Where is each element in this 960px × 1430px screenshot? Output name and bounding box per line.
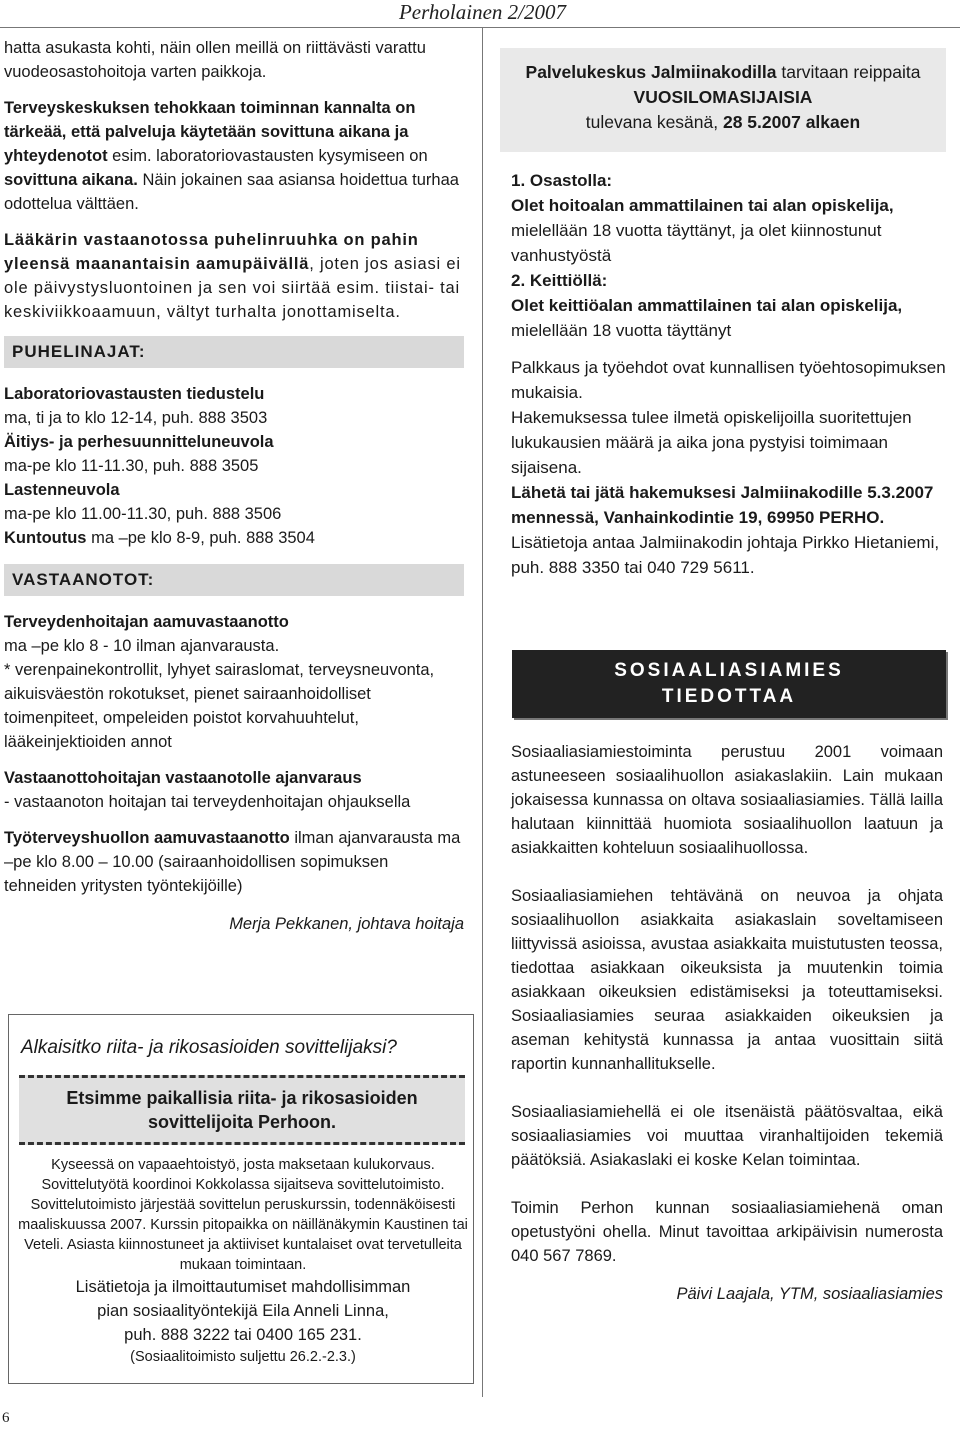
job-ad-text: tarvitaan reippaita <box>776 62 921 82</box>
body-text: mielellään 18 vuotta täyttänyt, ja olet kiinnostunut vanhustyöstä <box>511 221 882 265</box>
mediation-closed-note: (Sosiaalitoimisto suljettu 26.2.-2.3.) <box>130 1349 356 1365</box>
lab-title: Laboratoriovastausten tiedustelu <box>4 385 265 403</box>
mediation-headline-box <box>19 1075 465 1145</box>
rehab-title: Kuntoutus <box>4 529 87 547</box>
mediation-headline-line: Etsimme paikallisia riita- ja rikosasioiden <box>66 1088 418 1108</box>
mediation-contact-line: Lisätietoja ja ilmoittautumiset mahdollisimman <box>75 1278 411 1296</box>
nurse-reception-title: Terveydenhoitajan aamuvastaanotto <box>4 613 289 631</box>
occupational-health-title: Työterveyshuollon aamuvastaanotto <box>4 829 290 847</box>
section-heading-receptions: VASTAANOTOT: <box>4 564 464 596</box>
job-contact-info: Lisätietoja antaa Jalmiinakodin johtaja Pirkko Hietaniemi, puh. 888 3350 tai 040 729 5611. <box>511 533 940 577</box>
nurse-reception-services: * verenpainekontrollit, lyhyet sairaslomat, terveysneuvonta, aikuisväestön rokotukset, pienet sairaanhoidolliset toimenpiteet, ompeleiden poistot korvahuuhtelut, lääkeinjektioiden annot <box>4 661 435 751</box>
ombudsman-article <box>511 740 943 1306</box>
header-rule <box>0 27 960 28</box>
rehab-line <box>4 526 464 550</box>
job-ad-employer: Palvelukeskus Jalmiinakodilla <box>525 62 777 82</box>
child-clinic-hours: ma-pe klo 11.00-11.30, puh. 888 3506 <box>4 505 282 523</box>
ward-requirements <box>511 193 947 268</box>
kitchen-title: 2. Keittiöllä: <box>511 271 608 290</box>
body-text: mielellään 18 vuotta täyttänyt <box>511 321 732 340</box>
emphasis-text: Lääkärin vastaanotossa puhelinruuhka on pahin yleensä maanantaisin aamupäivällä <box>4 231 419 273</box>
paragraph-appointments <box>4 96 464 216</box>
phone-hours-list <box>4 382 464 550</box>
occupational-health <box>4 826 464 898</box>
body-text: Näin jokainen saa asiansa hoidettua turhaa odottelua välttäen. <box>4 171 459 213</box>
mediation-description: Kyseessä on vapaaehtoistyö, josta maksetaan kulukorvaus. Sovittelutyötä koordinoi Kokkolassa sijaitseva sovittelutoimisto. Sovittelutoimisto järjestää sovittelun peruskurssin, todennäköisesti maaliskuussa 2007. Kurssin pitopaikka on näillänäkymin Kaustinen tai Veteli. Asiasta kiinnostuneet ja aktiiviset kuntalaiset ovat tervetulleita mukaan toimintaan. <box>18 1157 468 1273</box>
mediation-contact-line: pian sosiaalityöntekijä Eila Anneli Linna, <box>97 1302 389 1320</box>
body-text: esim. laboratoriovastausten kysymiseen on <box>107 147 428 165</box>
emphasis-text: sovittuna aikana. <box>4 171 138 189</box>
emphasis-text: Terveyskeskuksen tehokkaan toiminnan kannalta on tärkeää, että palveluja käytetään sovittuna aikana ja yhteydenotot <box>4 99 416 165</box>
signature-laajala: Päivi Laajala, YTM, sosiaaliasiamies <box>676 1285 943 1303</box>
mediation-contact-line: puh. 888 3222 tai 0400 165 231. <box>124 1326 362 1344</box>
job-ad-position: VUOSILOMASIJAISIA <box>633 87 813 107</box>
job-ad-header-box <box>500 48 946 152</box>
ombudsman-title-box <box>512 650 946 718</box>
emphasis-text: Olet hoitoalan ammattilainen tai alan opiskelija, <box>511 196 894 215</box>
mediation-question: Alkaisitko riita- ja rikosasioiden sovittelijaksi? <box>21 1037 397 1058</box>
ward-title: 1. Osastolla: <box>511 171 613 190</box>
pay-terms: Palkkaus ja työehdot ovat kunnallisen työehtosopimuksen mukaisia. <box>511 358 946 402</box>
ombudsman-paragraph: Sosiaaliasiamiehen tehtävänä on neuvoa ja ohjata sosiaalihuollon asiakkaita asiakaslain soveltamiseen liittyvissä asioissa, avustaa asiakkaita muistutusten teossa, tiedottaa asiakkaan oikeuksista ja muutenkin toimia asiakkaan oikeuksien edistämiseksi ja toteuttamiseksi. Sosiaaliasiamies seuraa asiakkaiden oikeuksien ja aseman kehitystä kunnassa ja antaa vuosittain siitä raportin kunnanhallitukselle. <box>511 887 943 1073</box>
mediation-ad-box <box>8 1014 474 1384</box>
application-content: Hakemuksessa tulee ilmetä opiskelijoilla suoritettujen lukukausien määrä ja aika jona pystyisi toimimaan sijaisena. <box>511 408 912 477</box>
column-divider <box>482 27 483 1397</box>
rehab-hours: ma –pe klo 8-9, puh. 888 3504 <box>86 529 315 547</box>
paragraph-beds: hatta asukasta kohti, näin ollen meillä on riittävästi varattu vuodeosastohoitoja varten paikkoja. <box>4 39 426 81</box>
reception-booking <box>4 766 464 814</box>
maternity-hours: ma-pe klo 11-11.30, puh. 888 3505 <box>4 457 259 475</box>
ombudsman-title-line: TIEDOTTAA <box>661 686 797 707</box>
application-deadline: Lähetä tai jätä hakemuksesi Jalmiinakodille 5.3.2007 mennessä, Vanhainkodintie 19, 69950 PERHO. <box>511 483 934 527</box>
section-heading-phone-hours: PUHELINAJAT: <box>4 336 464 368</box>
booking-text: - vastaanoton hoitajan tai terveydenhoitajan ohjauksella <box>4 793 411 811</box>
kitchen-requirements <box>511 293 947 343</box>
nurse-reception-hours: ma –pe klo 8 - 10 ilman ajanvarausta. <box>4 637 280 655</box>
maternity-title: Äitiys- ja perhesuunnitteluneuvola <box>4 433 274 451</box>
mediation-headline-line: sovittelijoita Perhoon. <box>147 1112 337 1132</box>
booking-title: Vastaanottohoitajan vastaanotolle ajanvaraus <box>4 769 362 787</box>
mediation-body <box>17 1155 469 1367</box>
ombudsman-paragraph: Sosiaaliasiamiestoiminta perustuu 2001 voimaan astuneeseen sosiaalihuollon asiakaslakiin. Lain mukaan jokaisessa kunnassa on oltava sosiaaliasiamies. Tällä lailla halutaan kiinnittää huomiota sosiaalihuollon laatuun ja asiakkaitten kohteluun sosiaalihuollossa. <box>511 743 943 857</box>
child-clinic-title: Lastenneuvola <box>4 481 120 499</box>
nurse-reception <box>4 610 464 754</box>
paragraph-phone-rush <box>4 228 464 324</box>
signature-pekkanen: Merja Pekkanen, johtava hoitaja <box>229 915 464 933</box>
job-ad-details <box>511 168 947 580</box>
ombudsman-title-line: SOSIAALIASIAMIES <box>614 660 844 681</box>
emphasis-text: Olet keittiöalan ammattilainen tai alan opiskelija, <box>511 296 903 315</box>
ombudsman-paragraph: Toimin Perhon kunnan sosiaaliasiamiehenä oman opetustyöni ohella. Minut tavoittaa arkipäivisin numerosta 040 567 7869. <box>511 1199 943 1265</box>
job-ad-start-date: 28 5.2007 alkaen <box>722 112 861 132</box>
occupational-health-text: ilman ajanvarausta ma –pe klo 8.00 – 10.00 (sairaanhoidollisen sopimuksen tehneiden yritysten työntekijöille) <box>4 829 461 895</box>
job-ad-text: tulevana kesänä, <box>585 112 723 132</box>
left-column <box>4 36 464 936</box>
body-text: , joten jos asiasi ei ole päivystysluontoinen ja sen voi siirtää esim. tiistai- tai keskiviikkoaamuun, vältyt turhalta jonottamiselta. <box>4 255 461 321</box>
magazine-issue-title: Perholainen 2/2007 <box>398 0 566 24</box>
page-number: 6 <box>2 1410 10 1426</box>
ombudsman-paragraph: Sosiaaliasiamiehellä ei ole itsenäistä päätösvaltaa, eikä sosiaaliasiamies voi muuttaa viranhaltijoiden tekemiä päätöksiä. Asiakaslaki ei koske Kelan toimintaa. <box>511 1103 943 1169</box>
lab-hours: ma, ti ja to klo 12-14, puh. 888 3503 <box>4 409 268 427</box>
